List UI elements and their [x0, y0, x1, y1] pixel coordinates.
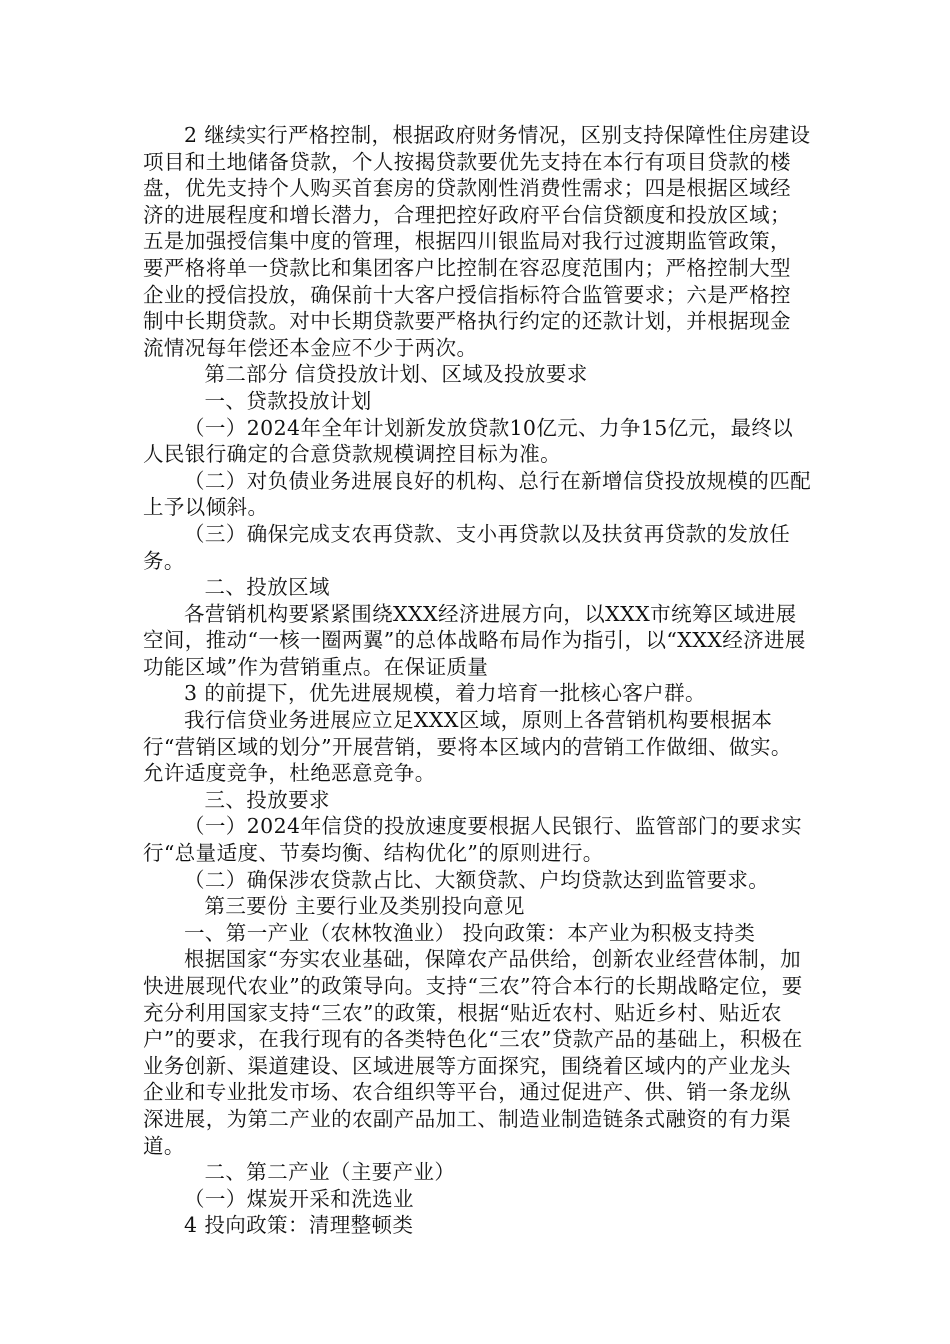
subsection-heading: 三、投放要求: [204, 787, 330, 812]
subsection-heading: 二、投放区域: [204, 575, 330, 600]
paragraph: （二）确保涉农贷款占比、大额贷款、户均贷款达到监管要求。: [184, 867, 770, 892]
paragraph: 根据国家“夯实农业基础，保障农产品供给，创新农业经营体制，加快进展现代农业”的政策导向。支持“三农”符合本行的长期战略定位，要充分利用国家支持“三农”的政策，根据“贴近农村、贴近乡村、贴近农户”的要求，在我行现有的各类特色化“三农”贷款产品的基础上，积极在业务创新、渠道建设、区域进展等方面探究，围绕着区域内的产业龙头企业和专业批发市场、农合组织等平台，通过促进产、供、销一条龙纵深进展，为第二产业的农副产品加工、制造业制造链条式融资的有力渠道。: [143, 947, 803, 1158]
paragraph: （二）对负债业务进展良好的机构、总行在新增信贷投放规模的匹配上予以倾斜。: [143, 468, 811, 520]
paragraph: 4 投向政策：清理整顿类: [184, 1213, 414, 1238]
subsection-heading: 二、第二产业（主要产业）: [204, 1160, 456, 1185]
paragraph: 我行信贷业务进展应立足XXX区域，原则上各营销机构要根据本行“营销区域的划分”开展营销，要将本区域内的营销工作做细、做实。允许适度竞争，杜绝恶意竞争。: [143, 708, 792, 786]
paragraph: 一、第一产业（农林牧渔业） 投向政策：本产业为积极支持类: [184, 920, 756, 945]
document-body: [143, 122, 811, 1239]
paragraph: （一）2024年信贷的投放速度要根据人民银行、监管部门的要求实行“总量适度、节奏均衡、结构优化”的原则进行。: [143, 814, 803, 866]
paragraph: （三）确保完成支农再贷款、支小再贷款以及扶贫再贷款的发放任务。: [143, 521, 791, 573]
paragraph: 3 的前提下，优先进展规模，着力培育一批核心客户群。: [184, 681, 706, 706]
subsection-heading: 一、贷款投放计划: [204, 388, 372, 413]
paragraph: 各营销机构要紧紧围绕XXX经济进展方向，以XXX市统筹区域进展空间，推动“一核一圈两翼”的总体战略布局作为指引，以“XXX经济进展功能区域”作为营销重点。在保证质量: [143, 601, 806, 679]
paragraph: （一）2024年全年计划新发放贷款10亿元、力争15亿元，最终以人民银行确定的合意贷款规模调控目标为准。: [143, 415, 794, 467]
section-heading: 第二部分 信贷投放计划、区域及投放要求: [204, 362, 588, 387]
paragraph: 2 继续实行严格控制，根据政府财务情况，区别支持保障性住房建设项目和土地储备贷款，个人按揭贷款要优先支持在本行有项目贷款的楼盘，优先支持个人购买首套房的贷款刚性消费性需求；四是根据区域经济的进展程度和增长潜力，合理把控好政府平台信贷额度和投放区域；五是加强授信集中度的管理，根据四川银监局对我行过渡期监管政策，要严格将单一贷款比和集团客户比控制在容忍度范围内；严格控制大型企业的授信投放，确保前十大客户授信指标符合监管要求；六是严格控制中长期贷款。对中长期贷款要严格执行约定的还款计划，并根据现金流情况每年偿还本金应不少于两次。: [143, 123, 811, 360]
section-heading: 第三要份 主要行业及类别投向意见: [204, 894, 525, 919]
paragraph: （一）煤炭开采和洗选业: [184, 1186, 414, 1211]
